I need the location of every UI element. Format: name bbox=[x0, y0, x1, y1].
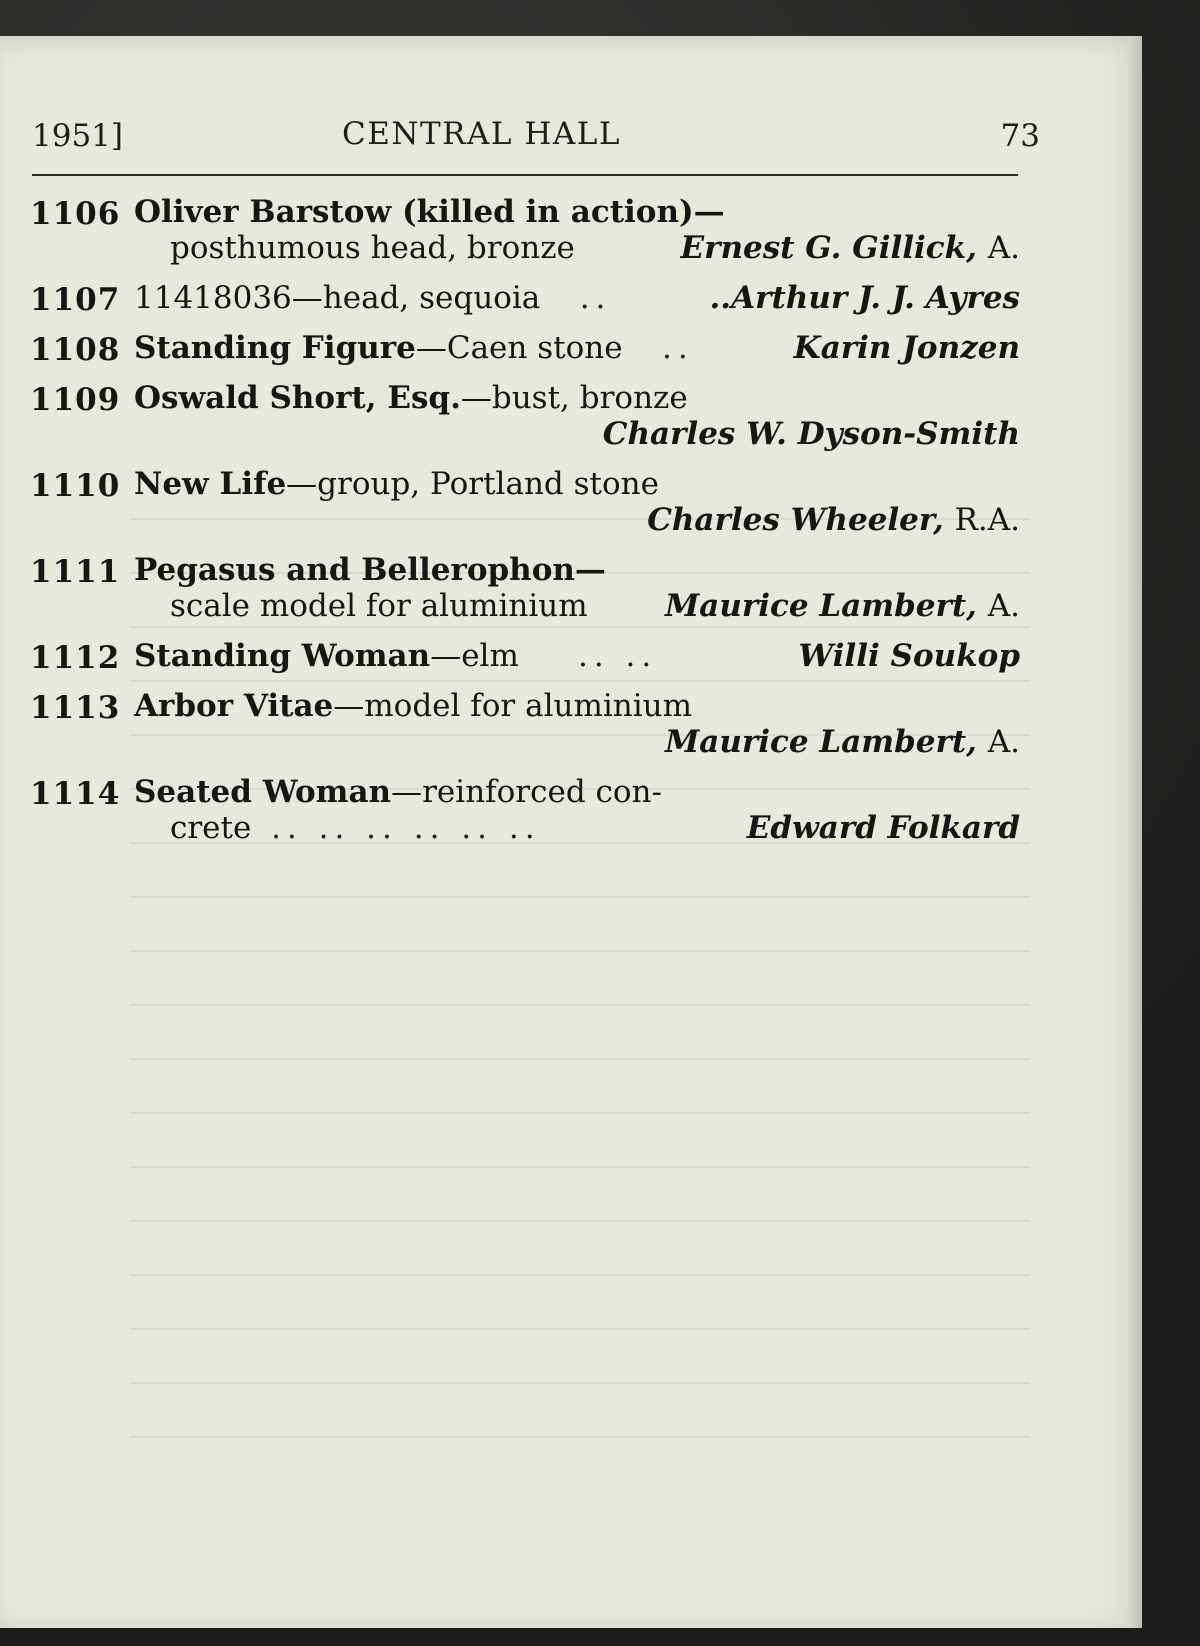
entry-title: Seated Woman bbox=[134, 774, 392, 810]
entry-number: 1112 bbox=[30, 640, 121, 676]
entry-number: 1109 bbox=[30, 382, 121, 418]
entry-title: Oswald Short, Esq. bbox=[134, 380, 461, 416]
entry-medium: —reinforced con- bbox=[391, 774, 662, 810]
artist-name: Willi Soukop bbox=[798, 638, 1020, 674]
entry-medium: —Caen stone bbox=[415, 330, 623, 366]
entry-number: 1114 bbox=[30, 776, 121, 812]
entry-1111 bbox=[30, 548, 1020, 624]
entry-1108 bbox=[30, 326, 1020, 368]
page-edge bbox=[1128, 36, 1142, 1628]
artist-suffix: A. bbox=[987, 588, 1020, 624]
catalogue-entries bbox=[30, 190, 1020, 856]
entry-medium-cont: crete bbox=[170, 810, 252, 846]
entry-title: New Life bbox=[134, 466, 287, 502]
entry-title: Pegasus and Bellerophon— bbox=[134, 552, 606, 588]
page-number: 73 bbox=[1000, 118, 1040, 154]
entry-1114 bbox=[30, 770, 1020, 846]
entry-medium: —bust, bronze bbox=[460, 380, 688, 416]
leader-dots: .. .. .. .. .. .. bbox=[271, 810, 541, 846]
entry-1112 bbox=[30, 634, 1020, 676]
entry-number: 1110 bbox=[30, 468, 121, 504]
header-title: CENTRAL HALL bbox=[342, 116, 621, 152]
artist-suffix: A. bbox=[987, 724, 1020, 760]
artist-name: Maurice Lambert, A. bbox=[664, 724, 1020, 760]
artist-name: Charles Wheeler, R.A. bbox=[647, 502, 1020, 538]
artist-name: Charles W. Dyson-Smith bbox=[602, 416, 1020, 452]
entry-number: 1113 bbox=[30, 690, 121, 726]
artist-name: Edward Folkard bbox=[746, 810, 1020, 846]
entry-title: Standing Figure bbox=[134, 330, 416, 366]
entry-medium: —model for aluminium bbox=[333, 688, 693, 724]
entry-medium: —head, sequoia bbox=[291, 280, 541, 316]
leader-dots: .. .. bbox=[577, 638, 658, 674]
entry-1109 bbox=[30, 376, 1020, 452]
entry-medium: —elm bbox=[430, 638, 519, 674]
leader-dots: .. bbox=[662, 330, 694, 366]
artist-name: Maurice Lambert, A. bbox=[664, 588, 1020, 624]
entry-1106 bbox=[30, 190, 1020, 266]
header-year: 1951] bbox=[32, 118, 123, 154]
entry-number: 1111 bbox=[30, 554, 121, 590]
artist-suffix: A. bbox=[987, 230, 1020, 266]
artist-name: ..Arthur J. J. Ayres bbox=[709, 280, 1020, 316]
entry-title: Standing Woman bbox=[134, 638, 431, 674]
entry-title: Arbor Vitae bbox=[134, 688, 334, 724]
entry-title: 11418036 bbox=[134, 280, 292, 316]
artist-name: Ernest G. Gillick, A. bbox=[680, 230, 1020, 266]
entry-medium: —group, Portland stone bbox=[286, 466, 659, 502]
running-header bbox=[32, 106, 1040, 162]
artist-name: Karin Jonzen bbox=[793, 330, 1020, 366]
entry-number: 1108 bbox=[30, 332, 121, 368]
entry-medium: posthumous head, bronze bbox=[170, 230, 575, 266]
entry-title: Oliver Barstow (killed in action)— bbox=[134, 194, 725, 230]
entry-1113 bbox=[30, 684, 1020, 760]
entry-number: 1106 bbox=[30, 196, 121, 232]
entry-1110 bbox=[30, 462, 1020, 538]
artist-suffix: R.A. bbox=[954, 502, 1020, 538]
entry-medium: scale model for aluminium bbox=[170, 588, 588, 624]
entry-1107 bbox=[30, 276, 1020, 318]
header-rule bbox=[32, 174, 1018, 176]
leader-dots: .. bbox=[579, 280, 612, 316]
entry-number: 1107 bbox=[30, 282, 121, 318]
